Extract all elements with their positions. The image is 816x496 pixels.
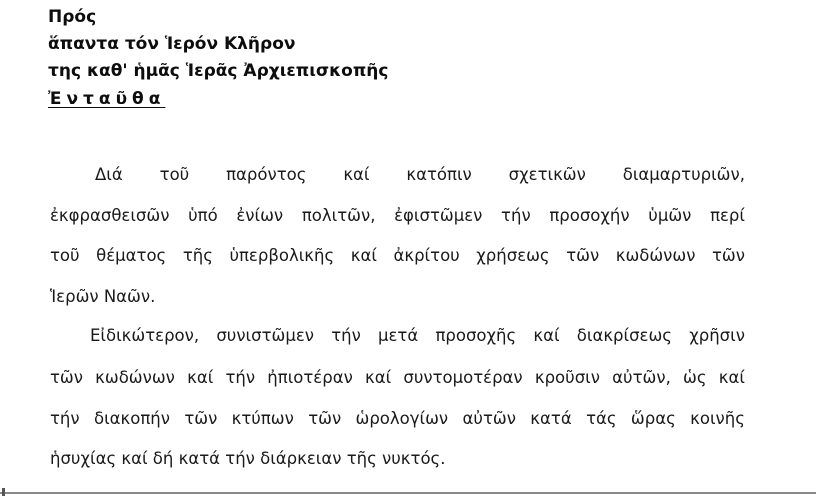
word: σχετικῶν — [508, 165, 586, 184]
word: καί — [350, 246, 377, 265]
word: ἐφιστῶμεν — [394, 206, 483, 225]
word: καί — [343, 165, 370, 184]
word: τῶν — [50, 368, 83, 387]
word: τῶν — [712, 246, 745, 265]
paragraph-1-line-2 — [50, 205, 745, 227]
word: θέματος — [96, 246, 167, 265]
word: ἐνίων — [236, 206, 284, 225]
word: ὑπερβολικῆς — [229, 246, 335, 265]
word: ὑπό — [188, 206, 218, 225]
word: αὐτῶν, — [612, 368, 671, 387]
word: χρήσεως — [476, 246, 550, 265]
word: κωδώνων — [615, 246, 696, 265]
word: Εἰδικώτερον, — [90, 326, 200, 345]
paragraph-2-line-4: ἡσυχίας καί δή κατά τήν διάρκειαν τῆς νυκτός. — [50, 449, 446, 468]
word: τάς — [586, 409, 617, 428]
address-line-3: της καθ' ἡμᾶς Ἱερᾶς Ἀρχιεπισκοπῆς — [48, 61, 389, 81]
address-line-1: Πρός — [48, 7, 97, 27]
address-line-4: Ἐνταῦθα — [48, 89, 166, 109]
scan-bottom-edge — [0, 492, 816, 494]
word: τῶν — [184, 409, 218, 428]
word: ὡρολογίων — [355, 409, 449, 428]
word: καί — [533, 326, 560, 345]
word: τῶν — [566, 246, 600, 265]
paragraph-2-line-1 — [90, 325, 745, 347]
word: καί — [718, 368, 745, 387]
word: κοινῆς — [690, 409, 745, 428]
word: καί — [365, 368, 392, 387]
word: κατόπιν — [406, 165, 472, 184]
word: διαμαρτυριῶν, — [622, 165, 745, 184]
word: κωδώνων — [95, 368, 175, 387]
word: ἠπιοτέραν — [267, 368, 353, 387]
address-line-2: ἅπαντα τόν Ἱερόν Κλῆρον — [48, 34, 296, 54]
word: ὑμῶν — [648, 206, 692, 225]
word: πολιτῶν, — [301, 206, 376, 225]
word: καί — [187, 368, 214, 387]
word: αὐτῶν — [462, 409, 516, 428]
word: προσοχῆς — [435, 326, 517, 345]
word: κροῦσιν — [534, 368, 600, 387]
word: περί — [710, 206, 745, 225]
word: ἀκρίτου — [393, 246, 460, 265]
paragraph-1-line-1 — [95, 164, 745, 186]
paragraph-1-line-4: Ἱερῶν Ναῶν. — [50, 287, 156, 306]
word: διακρίσεως — [576, 326, 672, 345]
word: τήν — [50, 409, 80, 428]
scan-edge-mark — [2, 488, 5, 496]
word: τοῦ — [50, 246, 80, 265]
paragraph-2-line-2 — [50, 367, 745, 389]
word: κατά — [530, 409, 572, 428]
word: χρῆσιν — [689, 326, 745, 345]
word: ὥρας — [630, 409, 676, 428]
word: ἐκφρασθεισῶν — [50, 206, 170, 225]
word: τοῦ — [159, 165, 190, 184]
word: ὡς — [683, 368, 707, 387]
word: συντομοτέραν — [403, 368, 523, 387]
word: τῶν — [308, 409, 342, 428]
word: τήν — [331, 326, 361, 345]
word: Διά — [95, 165, 123, 184]
word: συνιστῶμεν — [216, 326, 314, 345]
word: κτύπων — [231, 409, 294, 428]
paragraph-2-line-3 — [50, 408, 745, 430]
word: προσοχήν — [549, 206, 630, 225]
word: τῆς — [182, 246, 213, 265]
word: τήν — [501, 206, 531, 225]
word: διακοπήν — [93, 409, 170, 428]
word: τήν — [225, 368, 256, 387]
word: μετά — [378, 326, 419, 345]
paragraph-1-line-3 — [50, 245, 745, 267]
word: παρόντος — [226, 165, 307, 184]
